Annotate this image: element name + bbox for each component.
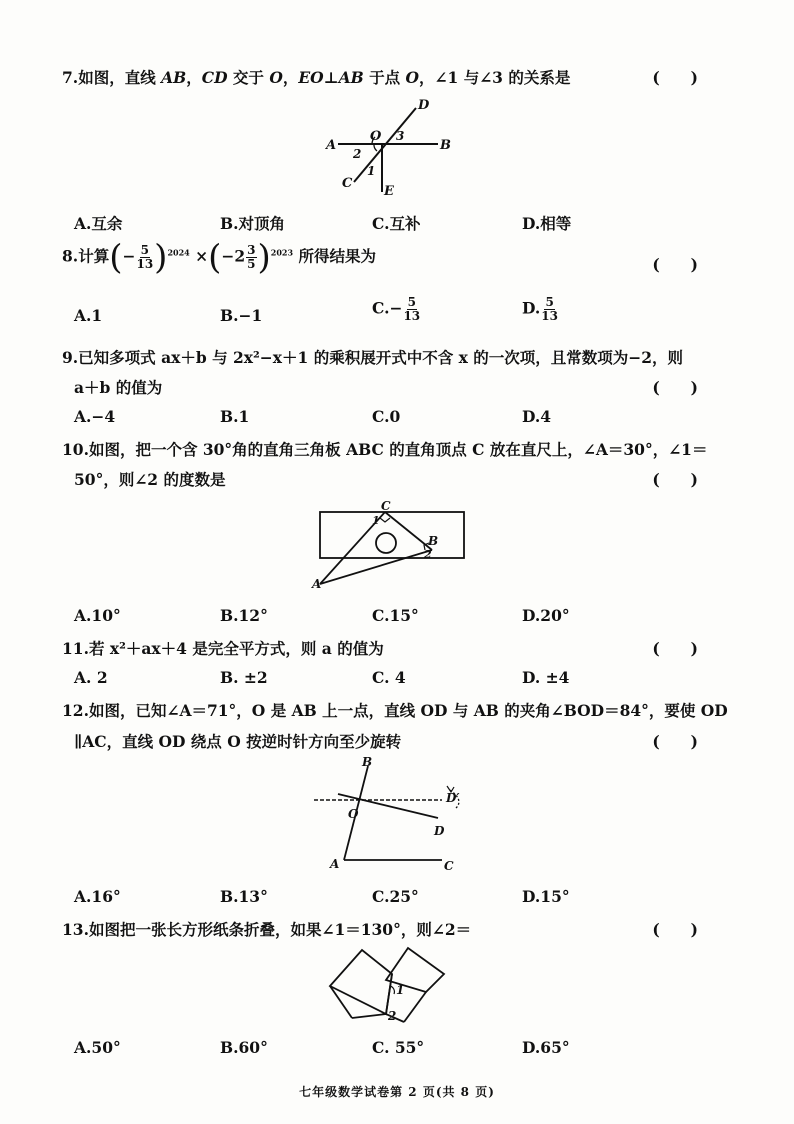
q7-label-2: 2 (353, 147, 362, 161)
q9-option-c: C.0 (372, 407, 401, 426)
q8-option-a: A.1 (74, 306, 103, 325)
q12-label-A: A (330, 857, 340, 871)
q10-option-c: C.15° (372, 606, 419, 625)
q7-option-d: D.相等 (522, 214, 572, 233)
q9-option-d: D.4 (522, 407, 552, 426)
q10-option-d: D.20° (522, 606, 570, 625)
question-10-answer-blank: ( ) (652, 470, 698, 489)
question-9-line-1: 9.已知多项式 ax＋b 与 2x²−x＋1 的乘积展开式中不含 x 的一次项，且常数项为−2，则 (62, 348, 684, 367)
page-footer: 七年级数学试卷第 2 页(共 8 页) (299, 1085, 495, 1099)
q7-label-1: 1 (367, 164, 376, 178)
question-13-stem: 13.如图把一张长方形纸条折叠，如果∠1＝130°，则∠2＝ (62, 920, 472, 939)
q7-option-a: A.互余 (74, 214, 123, 233)
q13-option-c: C. 55° (372, 1038, 425, 1057)
question-11-answer-blank: ( ) (652, 639, 698, 658)
q8-option-d: D. $\frac{5}{13}$ (522, 295, 558, 323)
q11-option-b: B. ±2 (220, 668, 268, 687)
question-13-figure (322, 946, 456, 1030)
question-10-line-1: 10.如图，把一个含 30°角的直角三角板 ABC 的直角顶点 C 放在直尺上，∠A＝30°，∠1＝ (62, 440, 708, 459)
q7-label-O: O (370, 129, 382, 144)
question-12-line-1: 12.如图，已知∠A＝71°，O 是 AB 上一点，直线 OD 与 AB 的夹角∠BOD＝84°，要使 OD (62, 701, 728, 720)
q7-label-B: B (440, 138, 451, 153)
q12-label-D: D (434, 824, 445, 838)
question-7-figure (320, 96, 460, 198)
q10-label-A: A (312, 577, 322, 591)
question-7-answer-blank: ( ) (652, 68, 698, 87)
question-8-stem: 8.计算(− $\frac{5}{13}$ )$^{2024}$ ×(−2 $\frac{3}{5}$ )$^{2023}$ 所得结果为 (62, 237, 376, 278)
question-11-stem: 11.若 x²＋ax＋4 是完全平方式，则 a 的值为 (62, 639, 384, 658)
question-10-line-2: 50°，则∠2 的度数是 (74, 470, 226, 489)
q10-label-1: 1 (372, 514, 380, 527)
q11-option-a: A. 2 (74, 668, 108, 687)
q12-option-b: B.13° (220, 887, 268, 906)
q10-label-C: C (381, 499, 391, 513)
q12-option-d: D.15° (522, 887, 570, 906)
q13-label-2: 2 (388, 1009, 397, 1023)
question-12-answer-blank: ( ) (652, 732, 698, 751)
q10-label-2: 2 (424, 548, 432, 561)
q7-option-c: C.互补 (372, 214, 421, 233)
q12-label-C: C (444, 859, 454, 873)
q7-label-C: C (342, 176, 353, 191)
question-8-answer-blank: ( ) (652, 255, 698, 274)
question-10-figure (310, 498, 470, 594)
q11-option-c: C. 4 (372, 668, 406, 687)
q10-label-B: B (428, 534, 439, 548)
q12-option-c: C.25° (372, 887, 419, 906)
q10-option-a: A.10° (74, 606, 121, 625)
q12-label-O: O (348, 807, 359, 821)
q7-option-b: B.对顶角 (220, 214, 285, 233)
q9-option-b: B.1 (220, 407, 250, 426)
q11-option-d: D. ±4 (522, 668, 570, 687)
question-12-figure (308, 756, 472, 876)
q7-label-3: 3 (396, 129, 405, 143)
q12-label-D-prime: D′ (446, 791, 460, 805)
q8-option-b: B.−1 (220, 306, 263, 325)
q7-label-D: D (418, 98, 430, 113)
q13-option-a: A.50° (74, 1038, 121, 1057)
q13-option-b: B.60° (220, 1038, 268, 1057)
q12-label-B: B (362, 756, 373, 769)
q12-option-a: A.16° (74, 887, 121, 906)
question-9-line-2: a＋b 的值为 (74, 378, 163, 397)
question-12-line-2: ∥AC，直线 OD 绕点 O 按逆时针方向至少旋转 (74, 732, 402, 751)
q13-option-d: D.65° (522, 1038, 570, 1057)
question-7-stem: 7.如图，直线 AB，CD 交于 O，EO⊥AB 于点 O，∠1 与∠3 的关系是 (62, 68, 571, 87)
q8-option-c: C.− $\frac{5}{13}$ (372, 295, 421, 323)
question-9-answer-blank: ( ) (652, 378, 698, 397)
q7-label-E: E (384, 184, 394, 198)
q13-label-1: 1 (396, 983, 405, 997)
q7-label-A: A (326, 138, 337, 153)
q10-option-b: B.12° (220, 606, 268, 625)
question-13-answer-blank: ( ) (652, 920, 698, 939)
q9-option-a: A.−4 (74, 407, 116, 426)
